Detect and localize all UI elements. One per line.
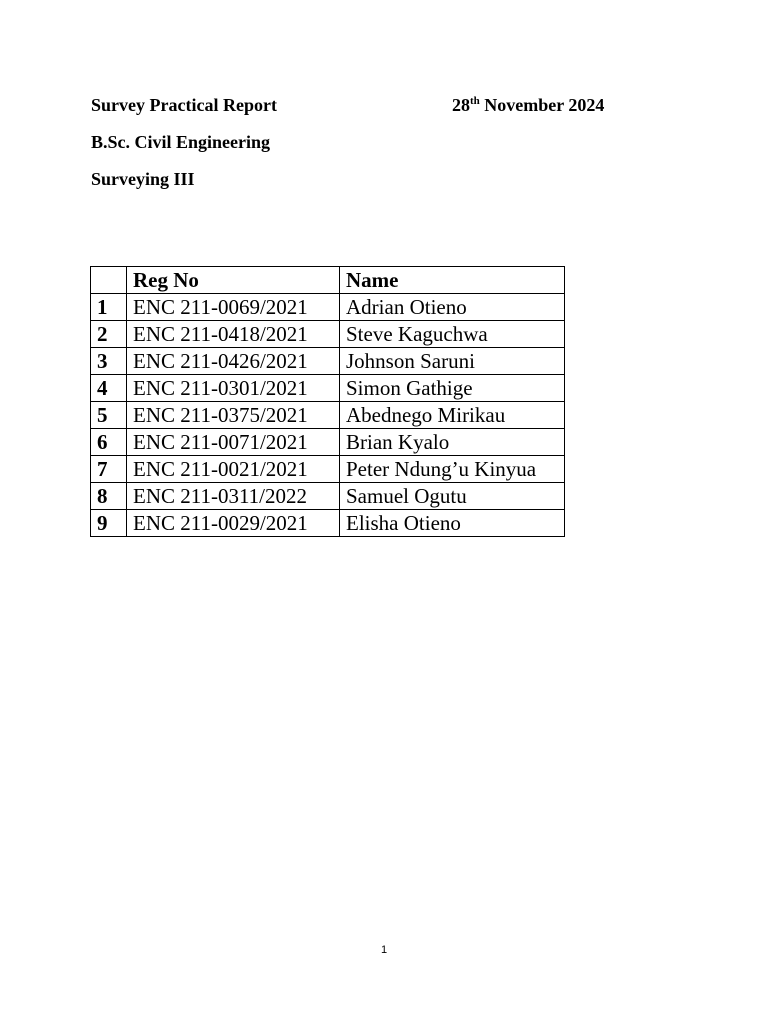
table-row	[91, 510, 565, 537]
row-number: 3	[91, 348, 127, 375]
degree-line: B.Sc. Civil Engineering	[91, 132, 271, 152]
row-number: 9	[91, 510, 127, 537]
name-cell: Johnson Saruni	[340, 348, 565, 375]
course-line: Surveying III	[91, 169, 195, 189]
table-row	[91, 375, 565, 402]
column-header-number	[91, 267, 127, 294]
report-date	[452, 94, 604, 116]
date-month-year: November 2024	[479, 95, 605, 115]
table-row	[91, 456, 565, 483]
reg-no-cell: ENC 211-0426/2021	[127, 348, 340, 375]
table-row	[91, 348, 565, 375]
row-number: 4	[91, 375, 127, 402]
row-number: 1	[91, 294, 127, 321]
name-cell: Brian Kyalo	[340, 429, 565, 456]
name-cell: Samuel Ogutu	[340, 483, 565, 510]
reg-no-cell: ENC 211-0021/2021	[127, 456, 340, 483]
name-cell: Simon Gathige	[340, 375, 565, 402]
table-row	[91, 429, 565, 456]
row-number: 7	[91, 456, 127, 483]
table-row	[91, 483, 565, 510]
name-cell: Abednego Mirikau	[340, 402, 565, 429]
reg-no-cell: ENC 211-0311/2022	[127, 483, 340, 510]
row-number: 8	[91, 483, 127, 510]
page-number: 1	[380, 944, 388, 956]
name-cell: Peter Ndung’u Kinyua	[340, 456, 565, 483]
date-suffix: th	[470, 95, 480, 107]
reg-no-cell: ENC 211-0418/2021	[127, 321, 340, 348]
reg-no-cell: ENC 211-0069/2021	[127, 294, 340, 321]
name-cell: Adrian Otieno	[340, 294, 565, 321]
row-number: 6	[91, 429, 127, 456]
report-title: Survey Practical Report	[91, 95, 277, 115]
column-header-name: Name	[340, 267, 565, 294]
table-row	[91, 294, 565, 321]
column-header-reg-no: Reg No	[127, 267, 340, 294]
student-table	[90, 266, 565, 537]
row-number: 5	[91, 402, 127, 429]
reg-no-cell: ENC 211-0029/2021	[127, 510, 340, 537]
name-cell: Steve Kaguchwa	[340, 321, 565, 348]
row-number: 2	[91, 321, 127, 348]
date-day: 28	[452, 95, 470, 115]
table-row	[91, 402, 565, 429]
reg-no-cell: ENC 211-0301/2021	[127, 375, 340, 402]
table-header-row	[91, 267, 565, 294]
table-row	[91, 321, 565, 348]
name-cell: Elisha Otieno	[340, 510, 565, 537]
reg-no-cell: ENC 211-0071/2021	[127, 429, 340, 456]
reg-no-cell: ENC 211-0375/2021	[127, 402, 340, 429]
